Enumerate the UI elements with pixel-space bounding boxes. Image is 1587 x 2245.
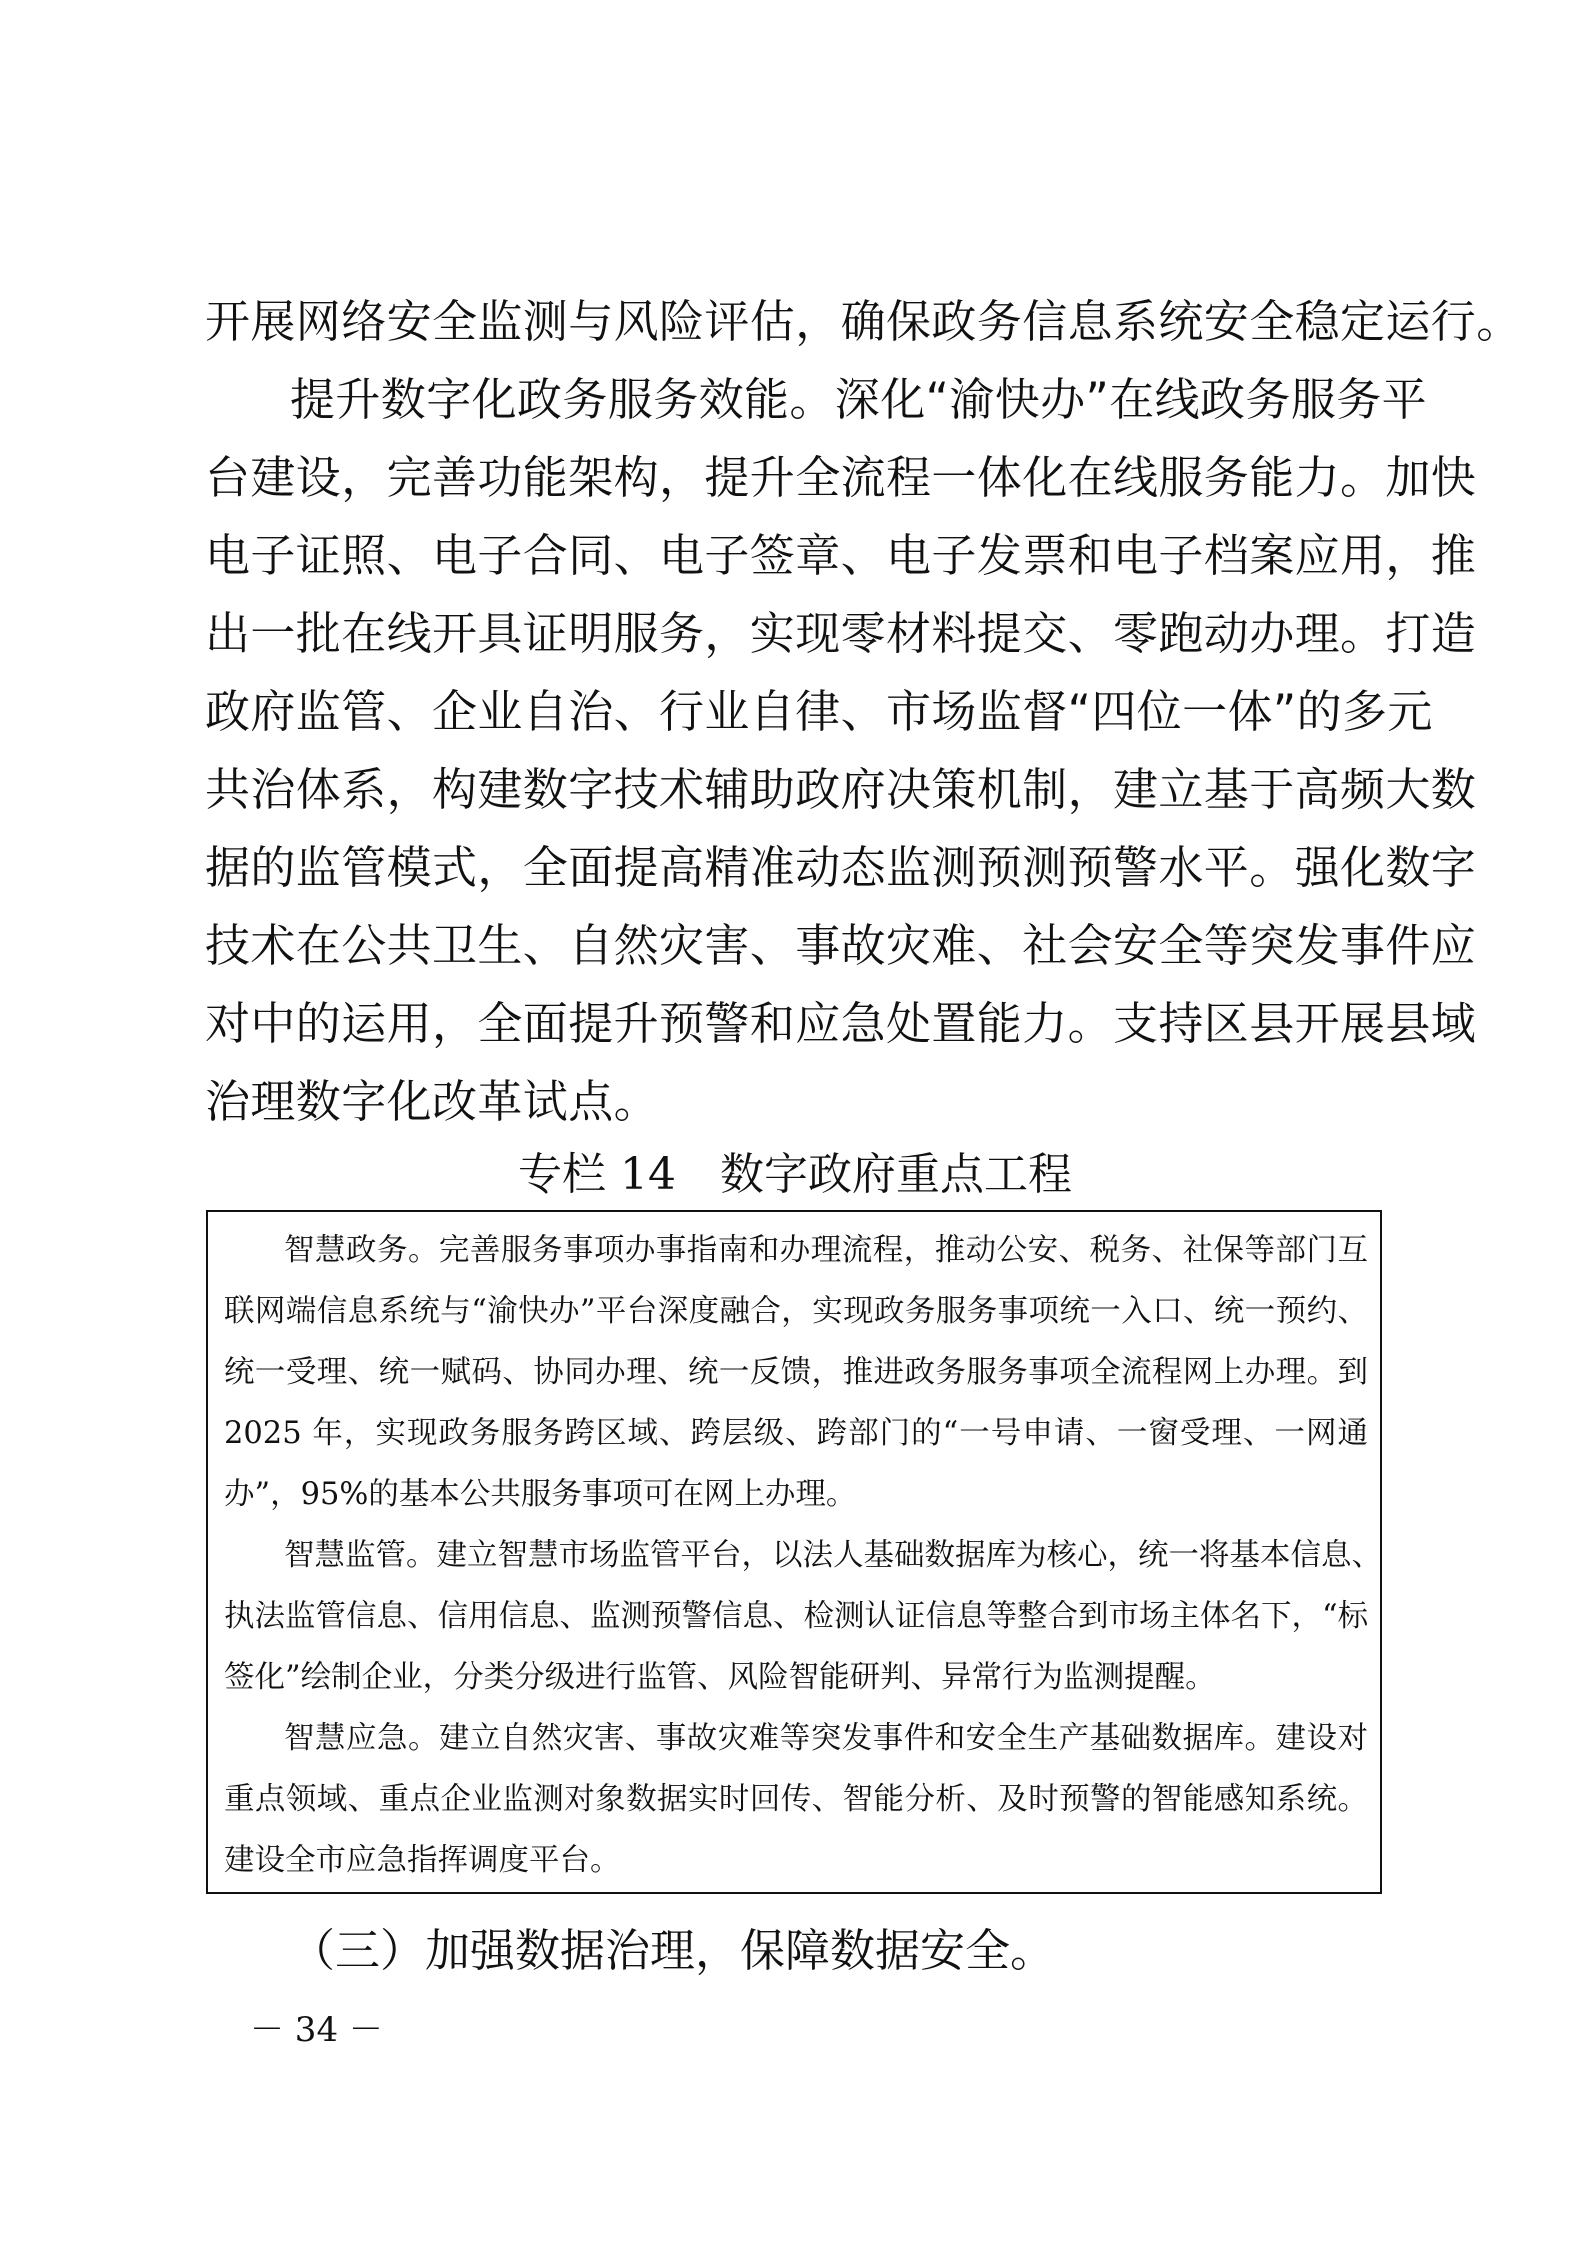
paragraph-line: 台建设，完善功能架构，提升全流程一体化在线服务能力。加快: [205, 451, 1477, 504]
column-line: 建设全市应急指挥调度平台。: [224, 1843, 621, 1878]
paragraph-line: 技术在公共卫生、自然灾害、事故灾难、社会安全等突发事件应: [205, 919, 1477, 972]
paragraph-line: 开展网络安全监测与风险评估，确保政务信息系统安全稳定运行。: [205, 295, 1522, 348]
column-line: 执法监管信息、信用信息、监测预警信息、检测认证信息等整合到市场主体名下，“标: [224, 1599, 1369, 1634]
column-line: 办”，95%的基本公共服务事项可在网上办理。: [224, 1477, 857, 1512]
column-title: 专栏 14 数字政府重点工程: [518, 1149, 1072, 1200]
column-line: 联网端信息系统与“渝快办”平台深度融合，实现政务服务事项统一入口、统一预约、: [224, 1294, 1368, 1329]
column-line: 2025 年，实现政务服务跨区域、跨层级、跨部门的“一号申请、一窗受理、一网通: [224, 1416, 1368, 1451]
column-line: 统一受理、统一赋码、协同办理、统一反馈，推进政务服务事项全流程网上办理。到: [224, 1355, 1368, 1390]
paragraph-line: 据的监管模式，全面提高精准动态监测预测预警水平。强化数字: [205, 841, 1477, 894]
paragraph-line: 对中的运用，全面提升预警和应急处置能力。支持区县开展县域: [205, 997, 1477, 1050]
column-box: [206, 1210, 1382, 1894]
page-number: － 34 －: [250, 2010, 383, 2050]
paragraph-line: 政府监管、企业自治、行业自律、市场监督“四位一体”的多元: [205, 685, 1433, 738]
column-line: 签化”绘制企业，分类分级进行监管、风险智能研判、异常行为监测提醒。: [224, 1660, 1216, 1695]
section-heading: （三）加强数据治理，保障数据安全。: [290, 1924, 1056, 1977]
paragraph-line: 共治体系，构建数字技术辅助政府决策机制，建立基于高频大数: [205, 763, 1477, 816]
paragraph-line: 电子证照、电子合同、电子签章、电子发票和电子档案应用，推: [205, 529, 1477, 582]
paragraph-line: 治理数字化改革试点。: [205, 1075, 660, 1128]
column-line: 智慧政务。完善服务事项办事指南和办理流程，推动公安、税务、社保等部门互: [284, 1233, 1368, 1268]
paragraph-line: 提升数字化政务服务效能。深化“渝快办”在线政务服务平: [290, 373, 1428, 426]
paragraph-line: 出一批在线开具证明服务，实现零材料提交、零跑动办理。打造: [205, 607, 1477, 660]
column-line: 智慧应急。建立自然灾害、事故灾难等突发事件和安全生产基础数据库。建设对: [284, 1721, 1368, 1756]
column-line: 智慧监管。建立智慧市场监管平台，以法人基础数据库为核心，统一将基本信息、: [284, 1538, 1382, 1573]
column-line: 重点领域、重点企业监测对象数据实时回传、智能分析、及时预警的智能感知系统。: [224, 1782, 1368, 1817]
